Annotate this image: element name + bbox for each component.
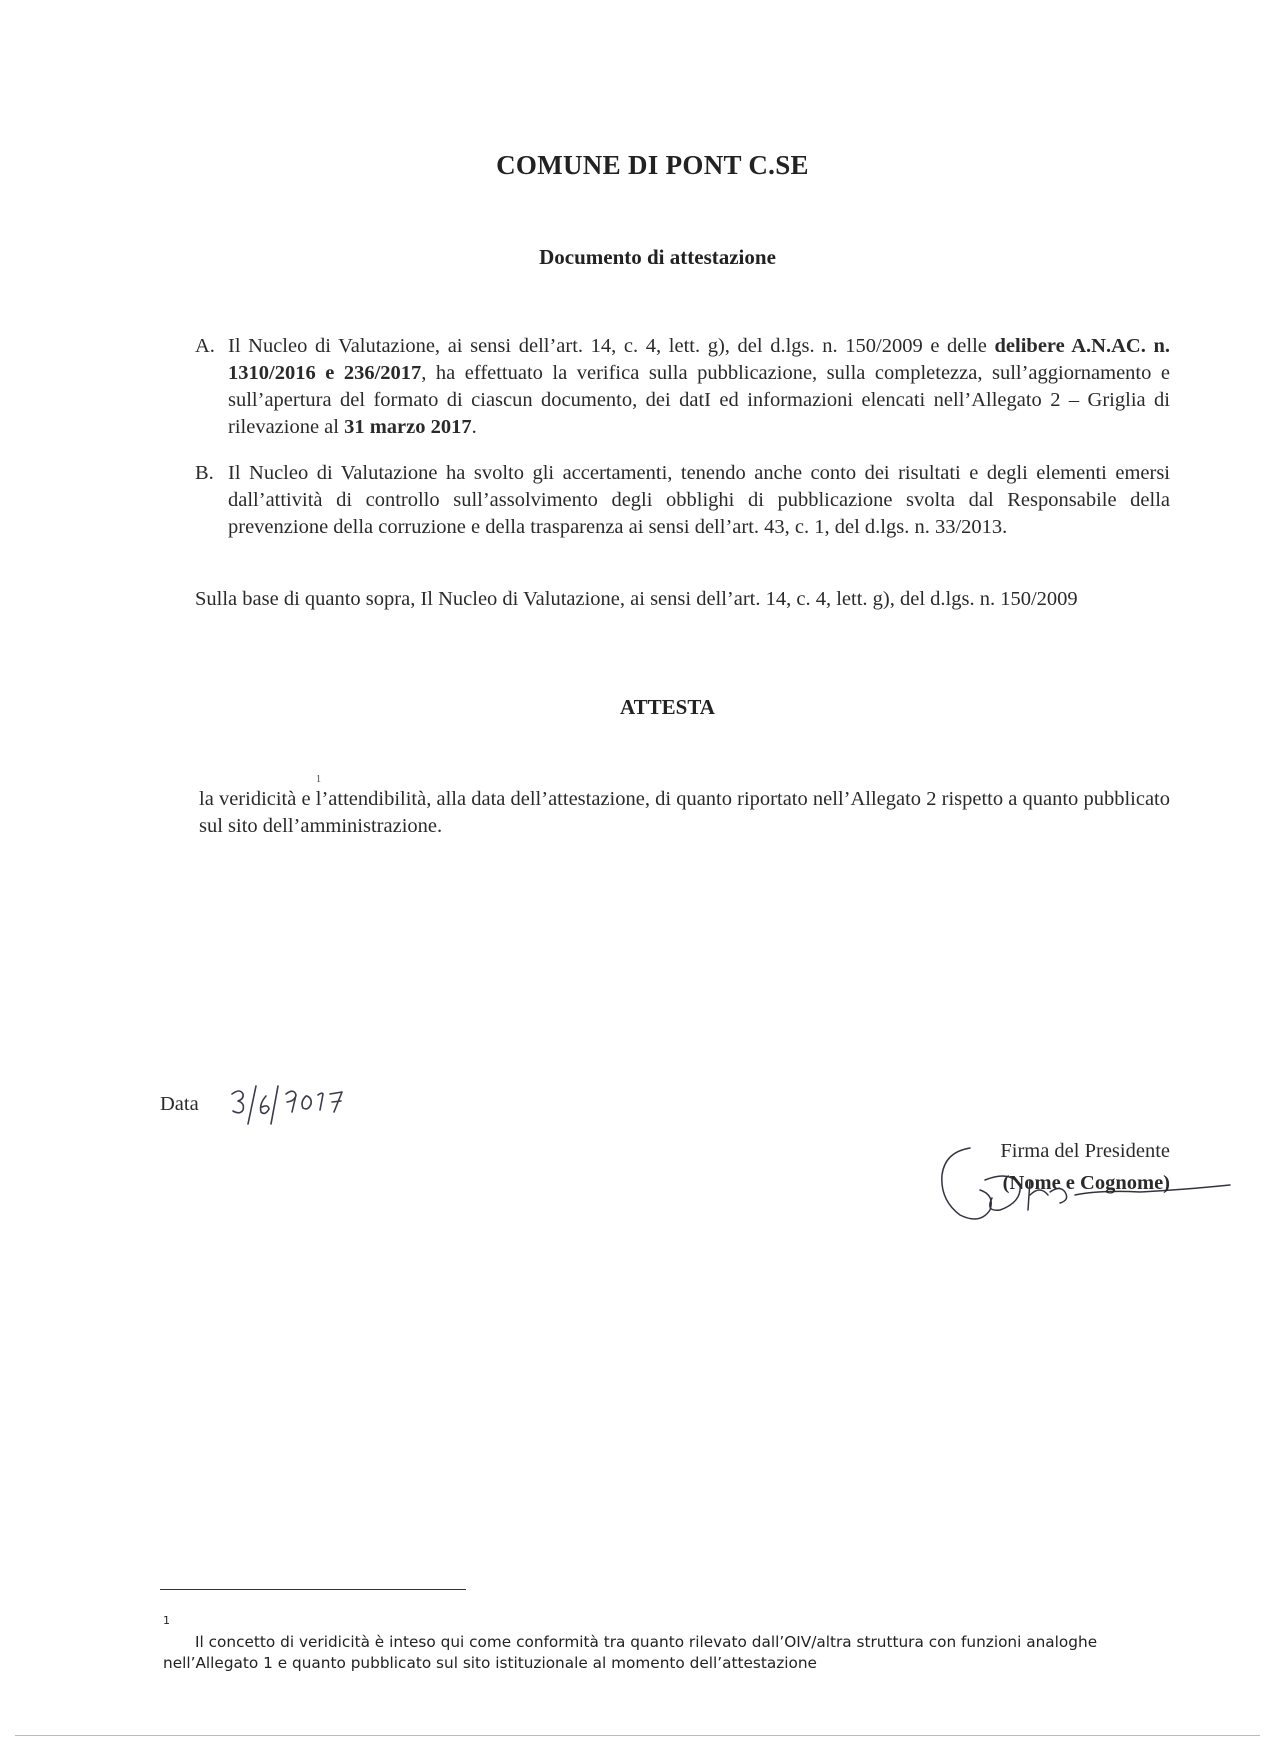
attesta-heading: ATTESTA — [620, 695, 715, 719]
scan-edge-line — [15, 1735, 1260, 1736]
intro-paragraph: Sulla base di quanto sopra, Il Nucleo di Valutazione, ai sensi dell’art. 14, c. 4, lett. g), del d.lgs. n. 150/2009 — [195, 588, 1078, 610]
list-item-label: B. — [195, 462, 214, 484]
bold-text-run: 31 marzo 2017 — [344, 416, 472, 438]
signature-line-1: Firma del Presidente — [1000, 1140, 1170, 1162]
date-label: Data — [160, 1093, 199, 1115]
signature-line-2: (Nome e Cognome) — [1002, 1172, 1170, 1194]
bold-text-run: delibere A.N.AC. n. 1310/2016 e 236/2017 — [228, 335, 1170, 384]
document-subtitle: Documento di attestazione — [539, 245, 776, 269]
handwritten-date-image — [230, 1080, 370, 1130]
list-item-text — [228, 333, 1170, 441]
footnote-number: 1 — [163, 1614, 170, 1627]
text-run: , ha effettuato la verifica sulla pubblicazione, sulla completezza, sull’aggiornamento e sull’apertura del formato di ciascun documento, dei datI ed informazioni elencati nell’Allegato 2 – Griglia di rilevazione al — [228, 362, 1170, 438]
list-item-b — [195, 460, 1170, 541]
text-run: . — [471, 416, 477, 438]
footnote-body: Il concetto di veridicità è inteso qui come conformità tra quanto rilevato dall’OIV/altra struttura con funzioni analoghe nell’Allegato 1 e quanto pubblicato sul sito istituzionale al momento dell’attestazione — [163, 1633, 1098, 1672]
attestation-paragraph: la veridicità e l’attendibilità, alla data dell’attestazione, di quanto riportato nell’Allegato 2 rispetto a quanto pubblicato sul sito dell’amministrazione. — [199, 788, 1170, 837]
page-title: COMUNE DI PONT C.SE — [496, 150, 809, 180]
list-item-text: Il Nucleo di Valutazione ha svolto gli accertamenti, tenendo anche conto dei risultati e degli elementi emersi dall’attività di controllo sull’assolvimento degli obblighi di pubblicazione svolta dal Responsabile della prevenzione della corruzione e della trasparenza ai sensi dell’art. 43, c. 1, del d.lgs. n. 33/2013. — [228, 462, 1170, 538]
list-item-a — [195, 333, 1170, 441]
footnote-reference: 1 — [316, 774, 321, 785]
footnote-separator — [160, 1589, 466, 1590]
signature-block — [940, 1135, 1170, 1199]
footnote-text — [163, 1632, 1178, 1674]
text-run: Il Nucleo di Valutazione, ai sensi dell’art. 14, c. 4, lett. g), del d.lgs. n. 150/2009 e delle — [228, 335, 995, 357]
list-item-label: A. — [195, 335, 215, 357]
